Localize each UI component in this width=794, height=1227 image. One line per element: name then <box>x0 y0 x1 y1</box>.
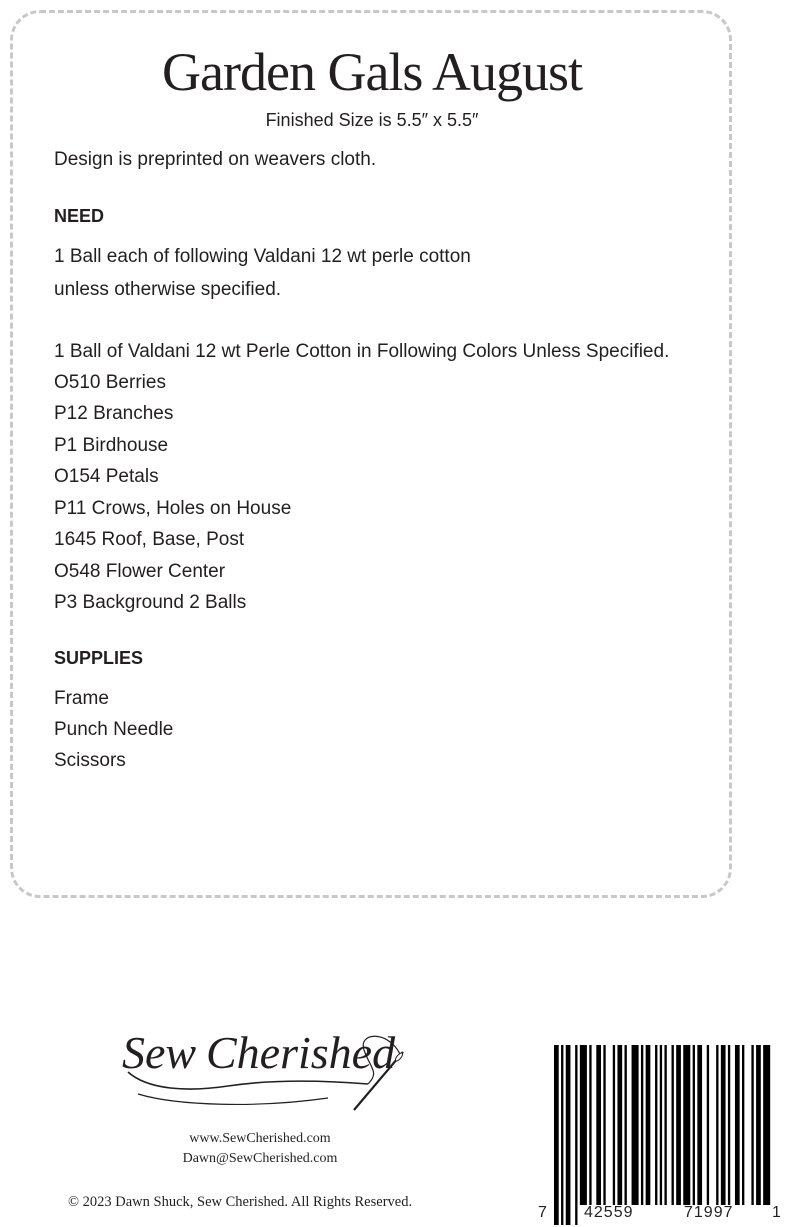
barcode-bar <box>561 1045 563 1225</box>
barcode-bar <box>707 1045 709 1205</box>
website-text: www.SewCherished.com <box>189 1131 331 1146</box>
colors-intro: 1 Ball of Valdani 12 wt Perle Cotton in Following Colors Unless Specified. <box>54 341 670 362</box>
barcode-bar <box>756 1045 761 1205</box>
barcode-bar <box>751 1045 753 1205</box>
barcode-bar <box>683 1045 690 1205</box>
color-item: O510 Berries <box>54 372 166 393</box>
barcode-bar <box>566 1045 571 1225</box>
svg-text:Cherished: Cherished <box>206 1027 396 1078</box>
barcode-digits-left: 42559 <box>584 1204 634 1221</box>
barcode-bar <box>660 1045 662 1205</box>
barcode-bars <box>534 1045 784 1227</box>
barcode-bar <box>735 1045 740 1205</box>
color-item: 1645 Roof, Base, Post <box>54 529 245 550</box>
barcode-bar <box>676 1045 681 1205</box>
intro-text: Design is preprinted on weavers cloth. <box>54 149 377 170</box>
color-item: P11 Crows, Holes on House <box>54 498 292 519</box>
needle-thread-icon <box>118 1010 418 1120</box>
barcode-digit-last: 1 <box>772 1204 782 1221</box>
barcode-bar <box>632 1045 639 1205</box>
supply-item: Frame <box>54 688 109 709</box>
need-line-2: unless otherwise specified. <box>54 279 282 300</box>
barcode-bar <box>580 1045 587 1205</box>
copyright-text: © 2023 Dawn Shuck, Sew Cherished. All Rights Reserved. <box>68 1194 413 1210</box>
supplies-heading: SUPPLIES <box>54 648 144 668</box>
sew-cherished-logo <box>118 1010 418 1120</box>
barcode-bar <box>716 1045 718 1205</box>
need-line-1: 1 Ball each of following Valdani 12 wt perle cotton <box>54 246 471 267</box>
barcode-bar <box>646 1045 651 1205</box>
barcode-bar <box>603 1045 605 1205</box>
barcode <box>534 1045 784 1227</box>
color-item: P1 Birdhouse <box>54 435 169 456</box>
color-item: O154 Petals <box>54 466 159 487</box>
barcode-bar <box>672 1045 674 1205</box>
barcode-bar <box>763 1045 770 1205</box>
barcode-bar <box>697 1045 702 1205</box>
barcode-bar <box>655 1045 657 1205</box>
page-title: Garden Gals August <box>162 42 582 102</box>
barcode-bar <box>641 1045 643 1205</box>
color-item: O548 Flower Center <box>54 561 226 582</box>
barcode-bar <box>721 1045 726 1205</box>
supply-item: Punch Needle <box>54 719 174 740</box>
email-text: Dawn@SewCherished.com <box>182 1151 338 1166</box>
barcode-bar <box>625 1045 627 1205</box>
barcode-bar <box>693 1045 695 1205</box>
barcode-bar <box>728 1045 730 1205</box>
barcode-digit-first: 7 <box>538 1204 548 1221</box>
supply-item: Scissors <box>54 750 126 771</box>
color-item: P3 Background 2 Balls <box>54 592 247 613</box>
color-item: P12 Branches <box>54 403 174 424</box>
barcode-bar <box>617 1045 622 1205</box>
barcode-bar <box>742 1045 744 1205</box>
barcode-bar <box>554 1045 559 1225</box>
svg-text:Sew: Sew <box>122 1027 197 1078</box>
barcode-bar <box>664 1045 666 1205</box>
finished-size: Finished Size is 5.5″ x 5.5″ <box>265 110 479 130</box>
barcode-bar <box>596 1045 601 1205</box>
barcode-bar <box>613 1045 615 1205</box>
need-heading: NEED <box>54 206 105 226</box>
barcode-bar <box>575 1045 577 1225</box>
barcode-digits-right: 71997 <box>684 1204 734 1221</box>
barcode-bar <box>589 1045 591 1205</box>
